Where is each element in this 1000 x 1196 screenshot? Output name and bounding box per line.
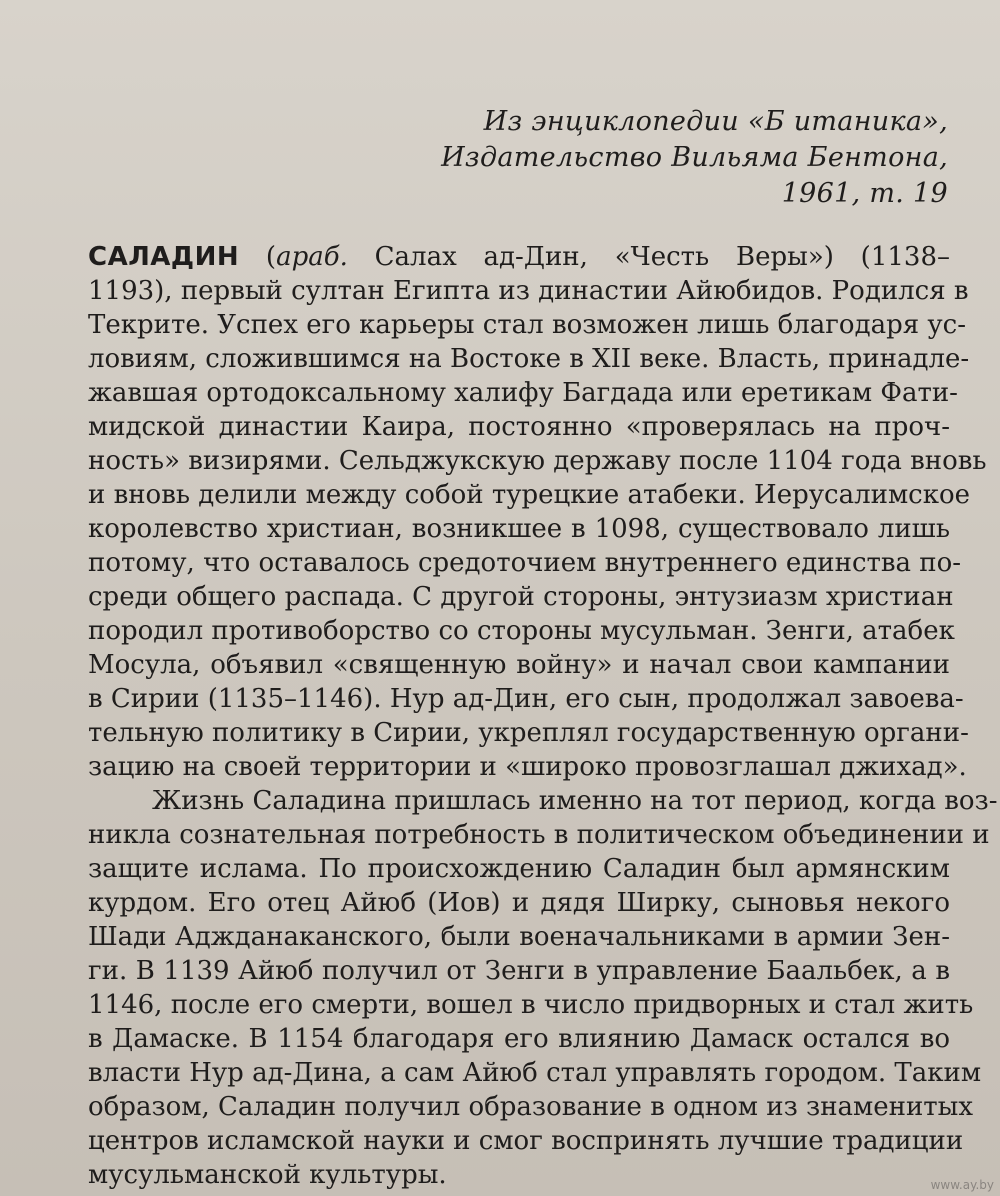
text-line: мусульманской культуры. [88,1160,447,1190]
language-note: араб. [276,242,348,272]
article-first-line: САЛАДИН (араб. Салах ад-Дин, «Честь Веры») (1138– [88,242,950,272]
text-line: породил противоборство со стороны мусульман. Зенги, атабек [88,616,955,646]
text-line: Жизнь Саладина пришлась именно на тот период, когда воз- [152,786,998,816]
text-line: жавшая ортодоксальному халифу Багдада или еретикам Фати- [88,378,958,408]
text-line: Мосула, объявил «священную войну» и начал свои кампании [88,650,950,680]
text-line: Текрите. Успех его карьеры стал возможен лишь благодаря ус- [88,310,967,340]
text-line: потому, что оставалось средоточием внутреннего единства по- [88,548,962,578]
first-line-rest: Салах ад-Дин, «Честь Веры») (1138– [374,242,950,272]
text-line: образом, Саладин получил образование в одном из знаменитых [88,1092,974,1122]
text-line: ность» визирями. Сельджукскую державу после 1104 года вновь [88,446,987,476]
source-line-3: 1961, т. 19 [781,178,948,209]
text-line: курдом. Его отец Айюб (Иов) и дядя Ширку, сыновья некого [88,888,950,918]
text-line: в Дамаске. В 1154 благодаря его влиянию Дамаск остался во [88,1024,950,1054]
text-line: зацию на своей территории и «широко провозглашал джихад». [88,752,967,782]
source-line-1: Из энциклопедии «Б итаника», [483,106,948,137]
text-line: 1146, после его смерти, вошел в число придворных и стал жить [88,990,974,1020]
text-line: 1193), первый султан Египта из династии Айюбидов. Родился в [88,276,969,306]
headword: САЛАДИН [88,242,240,272]
text-line: ги. В 1139 Айюб получил от Зенги в управление Баальбек, а в [88,956,950,986]
watermark: www.ay.by [930,1178,994,1192]
text-line: в Сирии (1135–1146). Нур ад-Дин, его сын, продолжал завоева- [88,684,964,714]
paragraph-1 [88,240,987,784]
text-line: Шади Аджданаканского, были военачальниками в армии Зен- [88,922,950,952]
text-line: защите ислама. По происхождению Саладин был армянским [88,854,950,884]
text-line: центров исламской науки и смог воспринять лучшие традиции [88,1126,964,1156]
text-line: власти Нур ад-Дина, а сам Айюб стал управлять городом. Таким [88,1058,982,1088]
source-line-2: Издательство Вильяма Бентона, [441,142,948,173]
text-line: тельную политику в Сирии, укреплял государственную органи- [88,718,969,748]
text-line: королевство христиан, возникшее в 1098, существовало лишь [88,514,950,544]
text-line: мидской династии Каира, постоянно «проверялась на проч- [88,412,950,442]
text-line: никла сознательная потребность в политическом объединении и [88,820,990,850]
text-line: и вновь делили между собой турецкие атабеки. Иерусалимское [88,480,971,510]
source-citation [441,104,948,212]
text-line: среди общего распада. С другой стороны, энтузиазм христиан [88,582,954,612]
text-line: ловиям, сложившимся на Востоке в XII веке. Власть, принадле- [88,344,970,374]
